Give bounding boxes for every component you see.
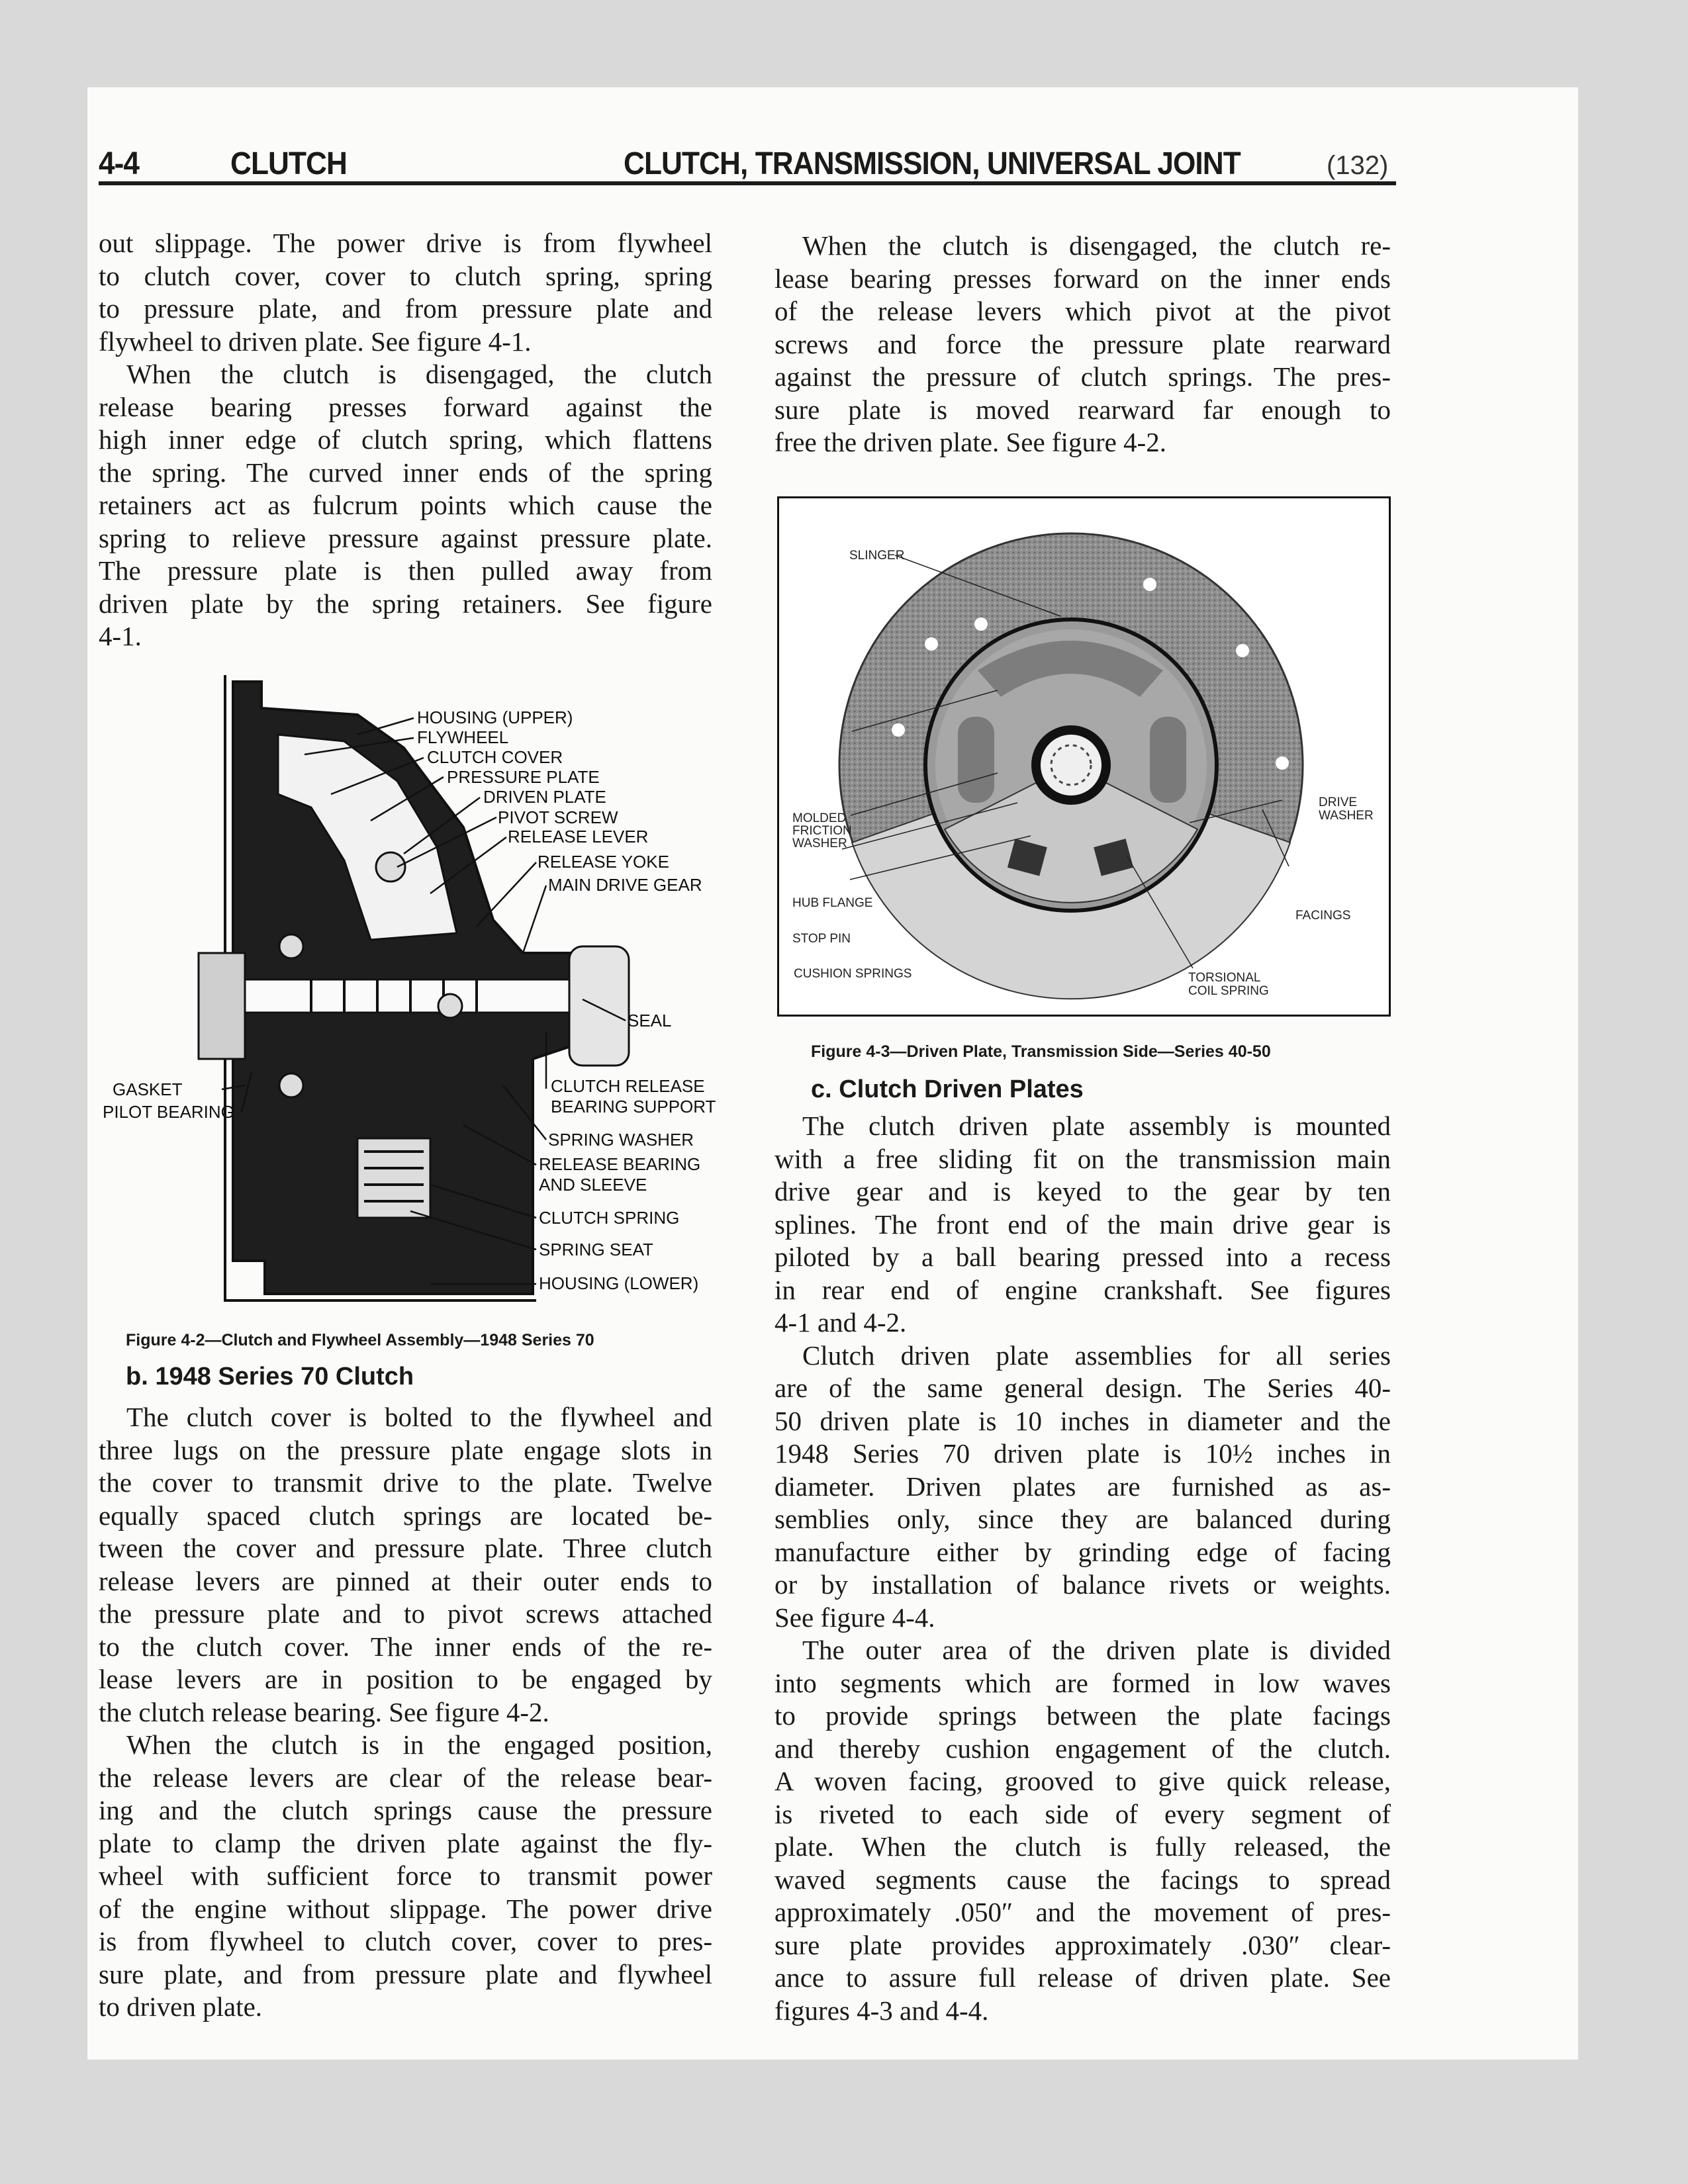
label-housing-lower: HOUSING (LOWER): [539, 1273, 699, 1293]
text-line: equally spaced clutch springs are located be-: [99, 1500, 712, 1531]
text-line: the clutch release bearing. See figure 4-2.: [99, 1696, 549, 1727]
text-line: splines. The front end of the main drive gear is: [774, 1208, 1391, 1240]
text-line: lease bearing presses forward on the inner ends: [774, 263, 1391, 294]
text-line: ing and the clutch springs cause the pressure: [99, 1795, 712, 1825]
text-line: diameter. Driven plates are furnished as as-: [774, 1471, 1391, 1502]
text-line: sure plate, and from pressure plate and flywheel: [99, 1958, 712, 1989]
text-line: three lugs on the pressure plate engage slots in: [99, 1434, 712, 1465]
label-pressure-plate: PRESSURE PLATE: [447, 767, 600, 787]
text-line: piloted by a ball bearing pressed into a recess: [774, 1242, 1391, 1272]
text-line: See figure 4-4.: [774, 1602, 935, 1633]
text-line: semblies only, since they are balanced during: [774, 1504, 1391, 1534]
paragraph: [774, 1340, 1391, 1635]
folio-number: (132): [1327, 151, 1389, 180]
text-line: The outer area of the driven plate is divided: [802, 1635, 1391, 1665]
label-slinger: SLINGER: [849, 549, 905, 563]
text-line: to driven plate.: [99, 1991, 263, 2022]
label-housing-upper: HOUSING (UPPER): [417, 707, 573, 727]
text-line: the cover to transmit drive to the plate. Twelve: [99, 1467, 712, 1498]
label-drive-washer-1: DRIVE: [1319, 796, 1358, 809]
label-release-lever: RELEASE LEVER: [508, 827, 649, 846]
text-line: into segments which are formed in low waves: [774, 1667, 1391, 1698]
paragraph: [774, 1110, 1391, 1340]
right-column-text-bottom: [774, 1110, 1391, 2027]
text-line: manufacture either by grinding edge of facing: [774, 1536, 1391, 1567]
text-line: When the clutch is in the engaged position,: [126, 1729, 712, 1760]
text-line: and thereby cushion engagement of the clutch.: [774, 1733, 1391, 1764]
text-line: 4-1 and 4-2.: [774, 1307, 907, 1338]
text-line: the spring. The curved inner ends of the spring: [99, 457, 712, 488]
text-line: figures 4-3 and 4-4.: [774, 1995, 989, 2026]
label-driven-plate: DRIVEN PLATE: [483, 787, 606, 807]
text-line: out slippage. The power drive is from flywheel: [99, 228, 712, 258]
label-torsional-1: TORSIONAL: [1188, 971, 1261, 985]
label-main-drive-gear: MAIN DRIVE GEAR: [548, 875, 702, 895]
text-line: 1948 Series 70 driven plate is 10½ inches in: [774, 1438, 1391, 1469]
figure-4-2-caption: Figure 4-2—Clutch and Flywheel Assembly—1948 Series 70: [126, 1331, 594, 1349]
driven-plate-disc: [839, 533, 1303, 999]
label-molded-1: MOLDED: [792, 811, 847, 825]
label-spring-washer: SPRING WASHER: [548, 1130, 694, 1150]
label-release-bearing-2: AND SLEEVE: [539, 1175, 647, 1195]
figure-4-3-frame: [777, 496, 1391, 1017]
page-number: 4-4: [99, 146, 140, 181]
text-line: The clutch driven plate assembly is mounted: [802, 1111, 1391, 1141]
paragraph: [99, 1729, 712, 2024]
text-line: When the clutch is disengaged, the clutch re-: [802, 230, 1391, 261]
text-line: flywheel to driven plate. See figure 4-1.: [99, 326, 532, 357]
text-line: is from flywheel to clutch cover, cover to pres-: [99, 1926, 712, 1956]
label-seal: SEAL: [628, 1011, 672, 1030]
paragraph: [774, 230, 1391, 459]
text-line: is riveted to each side of every segment of: [774, 1798, 1391, 1829]
label-clutch-release-bearing-support-2: BEARING SUPPORT: [551, 1097, 716, 1116]
text-line: free the driven plate. See figure 4-2.: [774, 427, 1166, 457]
label-release-yoke: RELEASE YOKE: [538, 852, 669, 872]
right-column-text-top: [774, 230, 1391, 459]
text-line: When the clutch is disengaged, the clutch: [126, 359, 712, 389]
text-line: wheel with sufficient force to transmit power: [99, 1860, 712, 1891]
label-spring-seat: SPRING SEAT: [539, 1240, 653, 1259]
text-line: spring to relieve pressure against pressure plate.: [99, 522, 712, 553]
text-line: to provide springs between the plate facings: [774, 1700, 1391, 1731]
label-facings: FACINGS: [1295, 909, 1351, 923]
text-line: approximately .050″ and the movement of pres-: [774, 1897, 1391, 1927]
text-line: The clutch cover is bolted to the flywheel and: [126, 1402, 712, 1432]
text-line: tween the cover and pressure plate. Three clutch: [99, 1533, 712, 1563]
text-line: against the pressure of clutch springs. The pres-: [774, 361, 1391, 392]
text-line: to the clutch cover. The inner ends of the re-: [99, 1631, 712, 1662]
text-line: in rear end of engine crankshaft. See figures: [774, 1274, 1391, 1305]
figure-4-3-caption: Figure 4-3—Driven Plate, Transmission Side—Series 40-50: [811, 1042, 1271, 1061]
text-line: with a free sliding fit on the transmission main: [774, 1143, 1391, 1174]
section-title: CLUTCH: [230, 146, 347, 181]
left-column-text-bottom: [99, 1401, 712, 2024]
label-hub-flange: HUB FLANGE: [792, 896, 873, 910]
label-pilot-bearing: PILOT BEARING: [103, 1102, 234, 1122]
label-drive-washer-2: WASHER: [1319, 809, 1374, 823]
label-clutch-release-bearing-support-1: CLUTCH RELEASE: [551, 1076, 705, 1096]
label-pivot-screw: PIVOT SCREW: [498, 807, 618, 827]
label-stop-pin: STOP PIN: [792, 932, 851, 946]
label-clutch-cover: CLUTCH COVER: [427, 747, 563, 767]
text-line: lease levers are in position to be engaged by: [99, 1664, 712, 1694]
text-line: 4-1.: [99, 621, 142, 651]
paragraph: [99, 1401, 712, 1729]
text-line: release levers are pinned at their outer ends to: [99, 1565, 712, 1596]
text-line: high inner edge of clutch spring, which flattens: [99, 424, 712, 455]
text-line: A woven facing, grooved to give quick release,: [774, 1766, 1391, 1796]
text-line: ance to assure full release of driven plate. See: [774, 1962, 1391, 1993]
label-release-bearing-1: RELEASE BEARING: [539, 1154, 701, 1174]
text-line: the release levers are clear of the release bear-: [99, 1762, 712, 1793]
text-line: sure plate is moved rearward far enough to: [774, 394, 1391, 425]
text-line: drive gear and is keyed to the gear by ten: [774, 1176, 1391, 1206]
label-gasket: GASKET: [113, 1079, 183, 1099]
label-molded-2: FRICTION: [792, 824, 852, 838]
text-line: retainers act as fulcrum points which cause the: [99, 490, 712, 520]
text-line: to pressure plate, and from pressure plate and: [99, 293, 712, 324]
chapter-title: CLUTCH, TRANSMISSION, UNIVERSAL JOINT: [624, 146, 1241, 181]
text-line: to clutch cover, cover to clutch spring, spring: [99, 260, 712, 291]
text-line: the pressure plate and to pivot screws attached: [99, 1598, 712, 1629]
label-molded-3: WASHER: [792, 837, 847, 850]
text-line: sure plate provides approximately .030″ clear-: [774, 1929, 1391, 1960]
text-line: release bearing presses forward against the: [99, 391, 712, 422]
label-clutch-spring: CLUTCH SPRING: [539, 1208, 680, 1228]
text-line: waved segments cause the facings to spread: [774, 1864, 1391, 1895]
text-line: screws and force the pressure plate rearward: [774, 328, 1391, 359]
text-line: of the release levers which pivot at the pivot: [774, 296, 1391, 326]
label-flywheel: FLYWHEEL: [417, 727, 509, 747]
driven-plate-illustration: [779, 498, 1389, 1015]
text-line: or by installation of balance rivets or weights.: [774, 1569, 1391, 1600]
label-cushion-springs: CUSHION SPRINGS: [794, 967, 912, 981]
section-heading-c: c. Clutch Driven Plates: [811, 1075, 1084, 1103]
text-line: plate to clamp the driven plate against the fly-: [99, 1827, 712, 1858]
text-line: of the engine without slippage. The power drive: [99, 1893, 712, 1924]
text-line: are of the same general design. The Series 40-: [774, 1373, 1391, 1403]
section-heading-b: b. 1948 Series 70 Clutch: [126, 1363, 414, 1390]
label-torsional-2: COIL SPRING: [1188, 984, 1269, 998]
text-line: driven plate by the spring retainers. See figure: [99, 588, 712, 619]
paragraph: [774, 1634, 1391, 2027]
text-line: The pressure plate is then pulled away from: [99, 555, 712, 586]
text-line: 50 driven plate is 10 inches in diameter and the: [774, 1405, 1391, 1436]
text-line: Clutch driven plate assemblies for all series: [802, 1340, 1391, 1371]
text-line: plate. When the clutch is fully released, the: [774, 1831, 1391, 1862]
